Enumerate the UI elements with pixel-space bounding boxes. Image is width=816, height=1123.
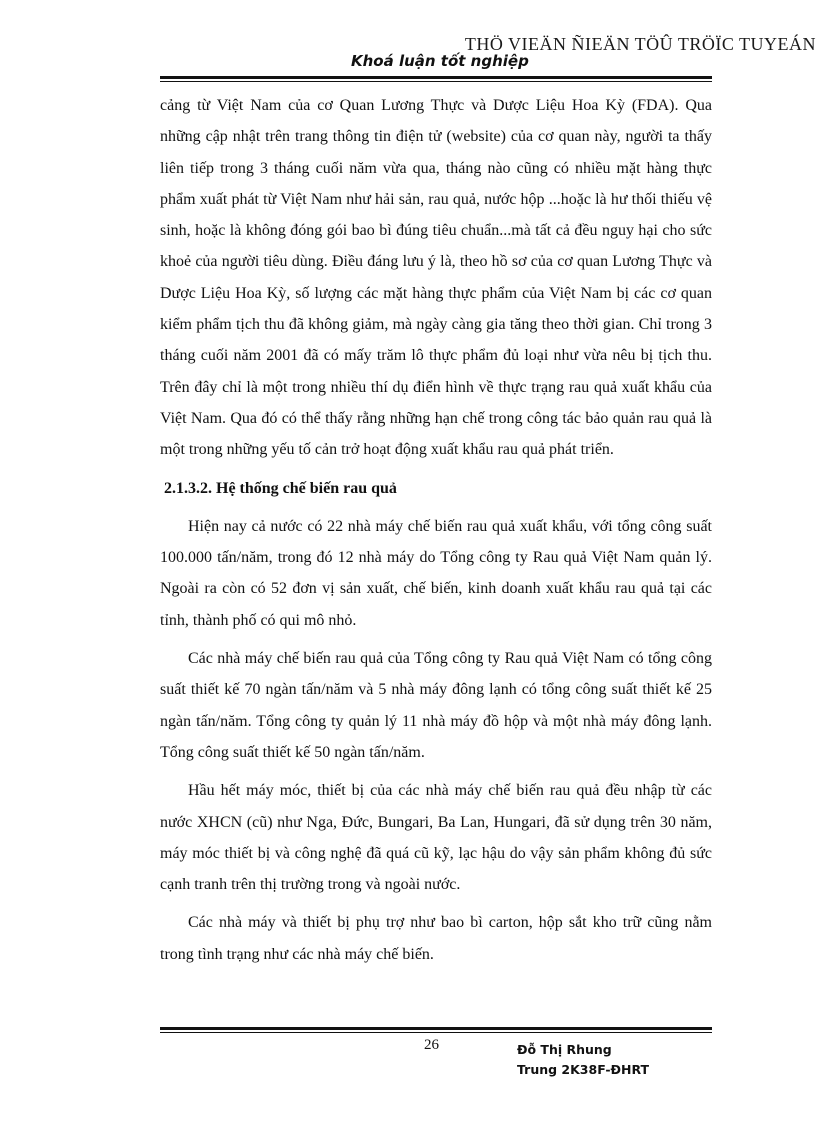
paragraph-equipment: Hầu hết máy móc, thiết bị của các nhà máy chế biến rau quả đều nhập từ các nước XHCN (cũ) như Nga, Đức, Bungari, Ba Lan, Hungari, đã sử dụng trên 30 năm, máy móc thiết bị và công nghệ đã quá cũ kỹ, lạc hậu do vậy sản phẩm không đủ sức cạnh tranh trên thị trường trong và ngoài nước. xyxy=(160,782,712,894)
header-title: Khoá luận tốt nghiệp xyxy=(351,52,529,70)
page-number: 26 xyxy=(424,1037,439,1053)
paragraph-corporation-factories: Các nhà máy chế biến rau quả của Tổng công ty Rau quả Việt Nam có tổng công suất thiết kế 70 ngàn tấn/năm và 5 nhà máy đông lạnh có tổng công suất thiết kế 25 ngàn tấn/năm. Tổng công ty quản lý 11 nhà máy đồ hộp và một nhà máy đông lạnh. Tổng công suất thiết kế 50 ngàn tấn/năm. xyxy=(160,650,712,761)
author-class: Trung 2K38F-ĐHRT xyxy=(517,1062,650,1077)
paragraph-processing-capacity: Hiện nay cả nước có 22 nhà máy chế biến rau quả xuất khẩu, với tổng công suất 100.000 tấn/năm, trong đó 12 nhà máy do Tổng công ty Rau quả Việt Nam quản lý. Ngoài ra còn có 52 đơn vị sản xuất, chế biến, kinh doanh xuất khẩu rau quả tại các tỉnh, thành phố có qui mô nhỏ. xyxy=(160,517,712,629)
section-heading: 2.1.3.2. Hệ thống chế biến rau quả xyxy=(164,479,397,497)
library-watermark: THÖ VIEÄN ÑIEÄN TÖÛ TRÖÏC TUYEÁN xyxy=(464,34,816,54)
page-body xyxy=(160,90,712,970)
footer-divider xyxy=(160,1027,712,1033)
author-name: Đỗ Thị Rhung xyxy=(517,1042,612,1057)
header-divider xyxy=(160,76,712,82)
footer-author xyxy=(517,1040,649,1080)
paragraph-continuation: cảng từ Việt Nam của cơ Quan Lương Thực và Dược Liệu Hoa Kỳ (FDA). Qua những cập nhật trên trang thông tin điện tử (website) của cơ quan này, người ta thấy liên tiếp trong 3 tháng cuối năm vừa qua, tháng nào cũng có nhiều mặt hàng thực phẩm xuất phát từ Việt Nam như hải sản, rau quả, nước hộp ...hoặc là hư thối thiếu vệ sinh, hoặc là không đóng gói bao bì đúng tiêu chuẩn...mà tất cả đều nguy hại cho sức khoẻ của người tiêu dùng. Điều đáng lưu ý là, theo hồ sơ của cơ quan Lương Thực và Dược Liệu Hoa Kỳ, số lượng các mặt hàng thực phẩm của Việt Nam bị các cơ quan kiểm phẩm tịch thu đã không giảm, mà ngày càng gia tăng theo thời gian. Chỉ trong 3 tháng cuối năm 2001 đã có mấy trăm lô thực phẩm đủ loại như vừa nêu bị tịch thu. Trên đây chỉ là một trong nhiều thí dụ điển hình về thực trạng rau quả xuất khẩu của Việt Nam. Qua đó có thể thấy rằng những hạn chế trong công tác bảo quản rau quả là một trong những yếu tố cản trở hoạt động xuất khẩu rau quả phát triển. xyxy=(160,97,712,459)
paragraph-auxiliary: Các nhà máy và thiết bị phụ trợ như bao bì carton, hộp sắt kho trữ cũng nằm trong tình trạng như các nhà máy chế biến. xyxy=(160,914,712,963)
